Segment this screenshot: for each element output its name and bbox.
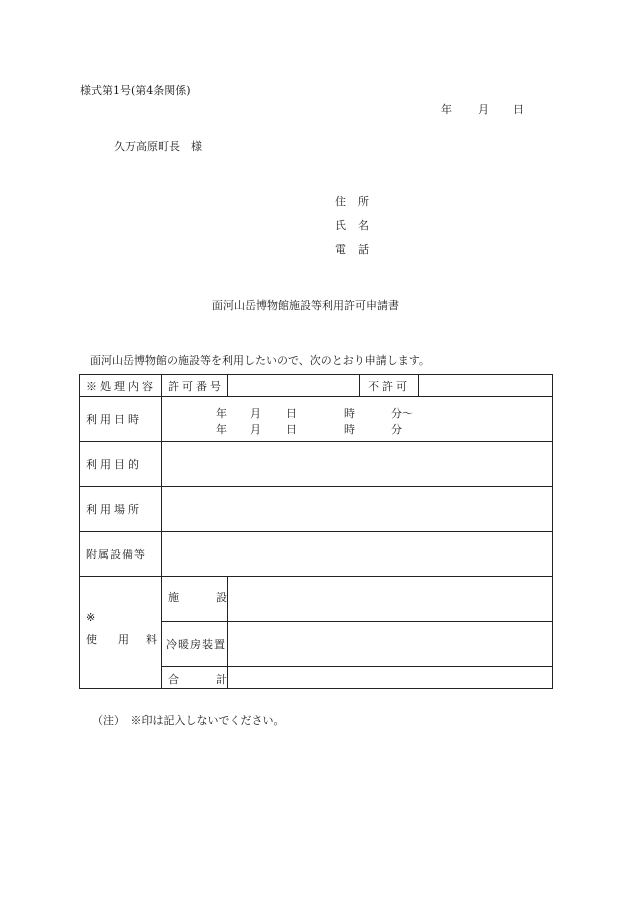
facility-label bbox=[162, 577, 228, 622]
intro-text: 面河山岳博物館の施設等を利用したいので、次のとおり申請します。 bbox=[90, 354, 430, 367]
to-minute: 分 bbox=[391, 423, 402, 436]
facility-fee-field[interactable] bbox=[228, 577, 553, 622]
facility-char-1: 施 bbox=[168, 591, 179, 604]
equipment-row bbox=[80, 532, 553, 577]
location-field[interactable] bbox=[162, 487, 553, 532]
fee-char-3: 料 bbox=[146, 633, 157, 646]
from-hour: 時 bbox=[344, 407, 355, 420]
usage-datetime-row bbox=[80, 397, 553, 442]
processing-label: ※処理内容 bbox=[80, 375, 162, 397]
purpose-label: 利用目的 bbox=[80, 442, 162, 487]
to-month: 月 bbox=[250, 423, 261, 436]
from-year: 年 bbox=[216, 407, 227, 420]
total-char-2: 計 bbox=[216, 673, 227, 686]
aircon-label: 冷暖房装置 bbox=[162, 622, 228, 667]
date-year: 年 bbox=[441, 103, 452, 116]
addressee: 久万高原町長 様 bbox=[114, 140, 202, 153]
location-row bbox=[80, 487, 553, 532]
footnote: （注） ※印は記入しないでください。 bbox=[92, 714, 285, 727]
to-day: 日 bbox=[286, 423, 297, 436]
from-day: 日 bbox=[286, 407, 297, 420]
phone-label-1: 電 bbox=[335, 243, 346, 256]
usage-datetime-label: 利用日時 bbox=[80, 397, 162, 442]
permit-status-label: 不許可 bbox=[360, 375, 419, 397]
name-label-1: 氏 bbox=[335, 219, 346, 232]
date-month: 月 bbox=[478, 103, 489, 116]
location-label: 利用場所 bbox=[80, 487, 162, 532]
facility-char-2: 設 bbox=[216, 591, 227, 604]
fee-char-1: 使 bbox=[86, 633, 97, 646]
phone-label-2: 話 bbox=[358, 243, 369, 256]
from-month: 月 bbox=[250, 407, 261, 420]
date-day: 日 bbox=[513, 103, 524, 116]
fee-mark: ※ bbox=[86, 611, 96, 624]
aircon-fee-field[interactable] bbox=[228, 622, 553, 667]
purpose-row bbox=[80, 442, 553, 487]
total-char-1: 合 bbox=[168, 673, 179, 686]
usage-datetime-field[interactable] bbox=[162, 397, 553, 442]
fee-char-2: 用 bbox=[118, 633, 129, 646]
application-table bbox=[79, 374, 553, 689]
form-number: 様式第1号(第4条関係) bbox=[80, 84, 191, 97]
to-hour: 時 bbox=[344, 423, 355, 436]
permit-number-field[interactable] bbox=[228, 375, 360, 397]
total-fee-field[interactable] bbox=[228, 667, 553, 689]
to-year: 年 bbox=[216, 423, 227, 436]
permit-status-field[interactable] bbox=[419, 375, 553, 397]
from-minute: 分～ bbox=[391, 407, 413, 420]
equipment-label: 附属設備等 bbox=[80, 532, 162, 577]
fee-facility-row bbox=[80, 577, 553, 622]
document-title: 面河山岳博物館施設等利用許可申請書 bbox=[212, 299, 399, 312]
equipment-field[interactable] bbox=[162, 532, 553, 577]
total-label bbox=[162, 667, 228, 689]
address-label-1: 住 bbox=[335, 195, 346, 208]
fee-label-cell bbox=[80, 577, 162, 689]
applicant-block bbox=[0, 0, 630, 260]
processing-row bbox=[80, 375, 553, 397]
purpose-field[interactable] bbox=[162, 442, 553, 487]
address-label-2: 所 bbox=[358, 195, 369, 208]
name-label-2: 名 bbox=[358, 219, 369, 232]
permit-number-label: 許可番号 bbox=[162, 375, 228, 397]
